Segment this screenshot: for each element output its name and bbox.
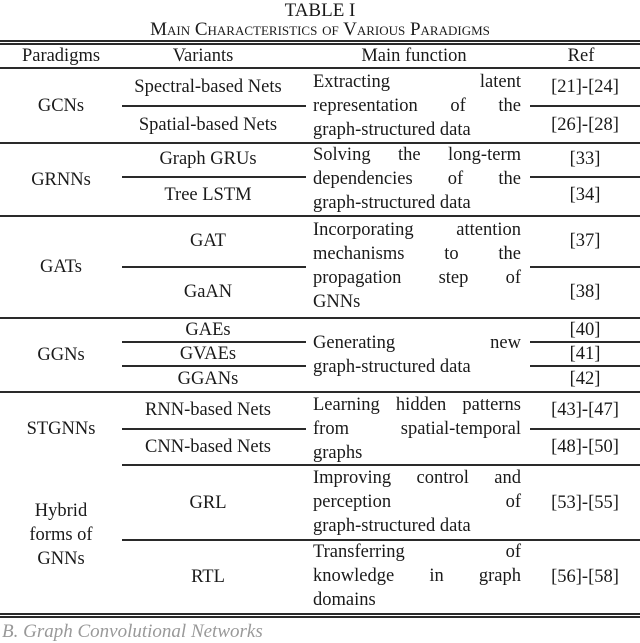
function-line: knowledge in graph [313, 566, 521, 586]
variant-cell: RNN-based Nets [145, 400, 271, 420]
ref-cell: [37] [569, 231, 601, 251]
paradigm-line: GNNs [37, 549, 85, 569]
paradigm-cell: GGNs [37, 345, 85, 365]
function-line: Incorporating attention [313, 220, 521, 240]
function-cell [313, 393, 521, 465]
ref-cell: [34] [569, 185, 601, 205]
function-line: graph-structured data [313, 357, 471, 377]
function-cell [313, 70, 521, 142]
function-cell [313, 466, 521, 538]
ref-cell: [41] [569, 344, 601, 364]
function-line: mechanisms to the [313, 244, 521, 264]
function-line: propagation step of [313, 268, 521, 288]
function-line: GNNs [313, 292, 361, 312]
column-header-ref: Ref [567, 46, 595, 66]
function-line: perception of [313, 492, 521, 512]
paradigm-cell: STGNNs [26, 419, 96, 439]
variant-cell: Spectral-based Nets [134, 77, 282, 97]
variant-cell: GaAN [183, 282, 233, 302]
bottom-rule-inner [0, 616, 640, 618]
bottom-rule [0, 613, 640, 615]
variant-cell: Tree LSTM [164, 185, 252, 205]
ref-cell: [21]-[24] [551, 77, 619, 97]
paradigm-cell: GCNs [37, 96, 85, 116]
table-title: Main Characteristics of Various Paradigms [150, 19, 490, 40]
variant-cell: GRL [189, 493, 227, 513]
paradigm-line: Hybrid [34, 501, 88, 521]
function-cell [313, 540, 521, 612]
variant-cell: CNN-based Nets [145, 437, 271, 457]
variant-cell: RTL [191, 567, 225, 587]
variant-cell: GVAEs [179, 344, 237, 364]
ref-cell: [53]-[55] [551, 493, 619, 513]
function-line: domains [313, 590, 376, 610]
variant-cell: GGANs [177, 369, 239, 389]
function-line: Learning hidden patterns [313, 395, 521, 415]
paradigm-cell: GATs [40, 257, 82, 277]
function-line: dependencies of the [313, 169, 521, 189]
function-line: Solving the long-term [313, 145, 521, 165]
ref-cell: [42] [569, 369, 601, 389]
function-line: graphs [313, 443, 363, 463]
variant-cell: Spatial-based Nets [138, 115, 278, 135]
paradigm-cell [0, 495, 122, 575]
function-cell [313, 143, 521, 215]
column-header-paradigms: Paradigms [21, 46, 101, 66]
function-line: Extracting latent [313, 72, 521, 92]
ref-cell: [43]-[47] [551, 400, 619, 420]
function-line: Transferring of [313, 542, 521, 562]
variant-cell: GAEs [185, 320, 231, 340]
section-heading-fragment: B. Graph Convolutional Networks [2, 621, 263, 642]
table-label: TABLE I [284, 0, 356, 21]
function-line: from spatial-temporal [313, 419, 521, 439]
function-line: representation of the [313, 96, 521, 116]
ref-cell: [33] [569, 149, 601, 169]
column-header-main-function: Main function [361, 46, 467, 66]
function-line: graph-structured data [313, 193, 471, 213]
ref-cell: [56]-[58] [551, 567, 619, 587]
ref-cell: [38] [569, 282, 601, 302]
function-line: Improving control and [313, 468, 521, 488]
function-line: graph-structured data [313, 120, 471, 140]
function-cell [313, 331, 521, 379]
function-line: Generating new [313, 333, 521, 353]
ref-cell: [40] [569, 320, 601, 340]
function-line: graph-structured data [313, 516, 471, 536]
ref-cell: [26]-[28] [551, 115, 619, 135]
column-header-variants: Variants [172, 46, 234, 66]
variant-cell: GAT [190, 231, 226, 251]
variant-cell: Graph GRUs [159, 149, 257, 169]
function-cell [313, 218, 521, 314]
paradigm-line: forms of [29, 525, 93, 545]
ref-cell: [48]-[50] [551, 437, 619, 457]
top-rule [0, 40, 640, 42]
paradigm-cell: GRNNs [31, 170, 91, 190]
